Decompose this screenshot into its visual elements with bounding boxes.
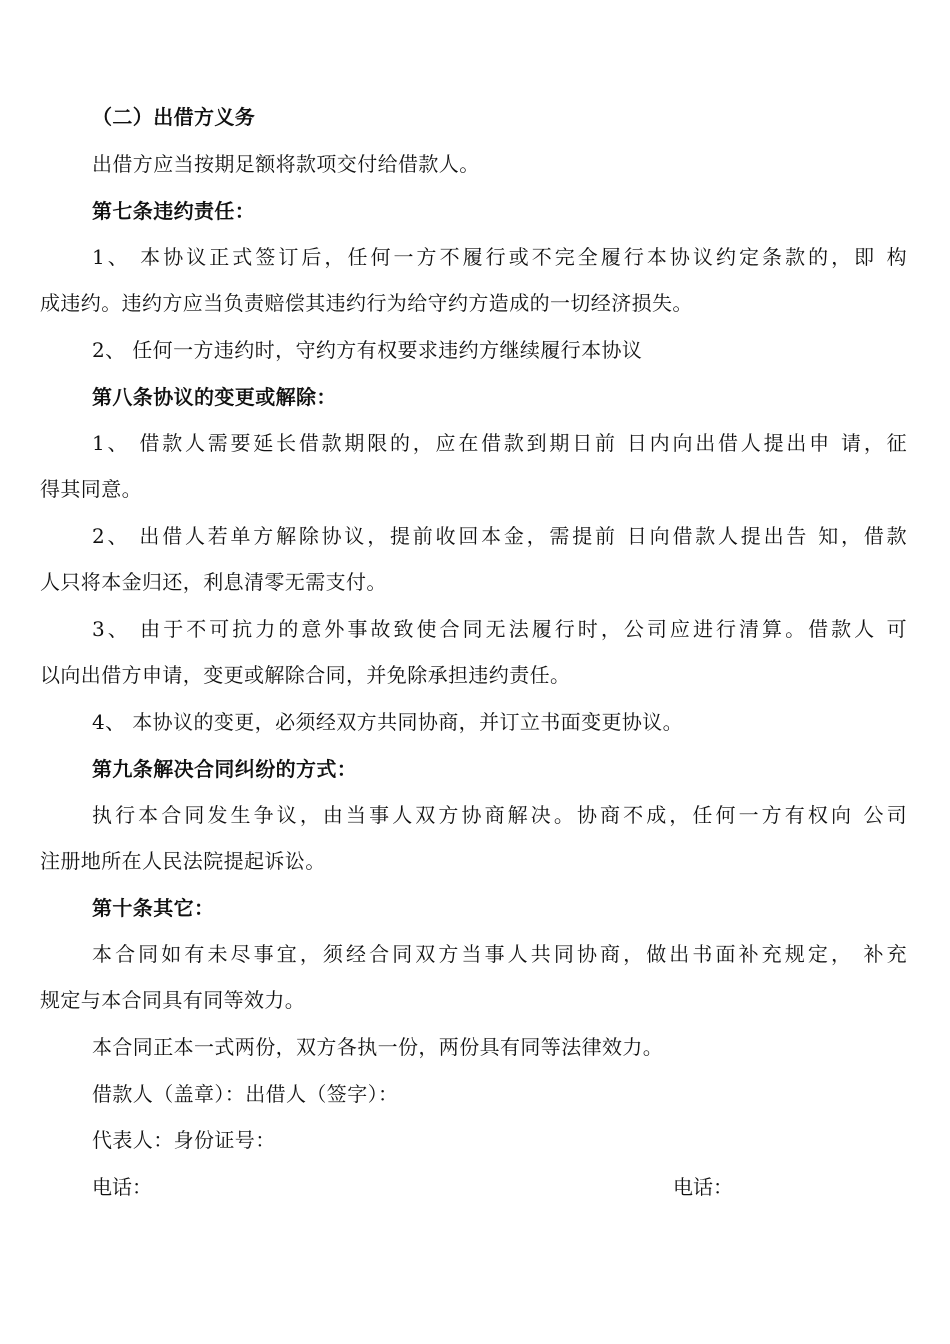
- article9-text-line2: 注册地所在人民法院提起诉讼。: [40, 849, 326, 873]
- signature-representative-line: 代表人：身份证号：: [92, 1128, 276, 1152]
- article8-item1-line1: 1、 借款人需要延长借款期限的，应在借款到期日前 日内向出借人提出申 请，征: [92, 431, 907, 455]
- signature-phone-left: 电话：: [92, 1175, 152, 1199]
- article10-text2: 本合同正本一式两份，双方各执一份，两份具有同等法律效力。: [92, 1035, 664, 1059]
- signature-phone-right: 电话：: [673, 1175, 733, 1199]
- article8-item2-line1: 2、 出借人若单方解除协议，提前收回本金，需提前 日向借款人提出告 知，借款: [92, 524, 907, 548]
- article7-item2: 2、 任何一方违约时，守约方有权要求违约方继续履行本协议: [92, 338, 643, 362]
- article8-heading: 第八条协议的变更或解除：: [92, 385, 337, 409]
- lender-obligations-text: 出借方应当按期足额将款项交付给借款人。: [92, 152, 480, 176]
- article7-item1-line1: 1、 本协议正式签订后，任何一方不履行或不完全履行本协议约定条款的，即 构: [92, 245, 907, 269]
- article7-item1-line2: 成违约。违约方应当负责赔偿其违约行为给守约方造成的一切经济损失。: [40, 291, 693, 315]
- article10-text1-line1: 本合同如有未尽事宜，须经合同双方当事人共同协商，做出书面补充规定， 补充: [92, 942, 907, 966]
- article8-item3-line2: 以向出借方申请，变更或解除合同，并免除承担违约责任。: [40, 663, 571, 687]
- article8-item2-line2: 人只将本金归还，利息清零无需支付。: [40, 570, 387, 594]
- article8-item4: 4、 本协议的变更，必须经双方共同协商，并订立书面变更协议。: [92, 710, 684, 734]
- article8-item1-line2: 得其同意。: [40, 477, 142, 501]
- article8-item3-line1: 3、 由于不可抗力的意外事故致使合同无法履行时，公司应进行清算。借款人 可: [92, 617, 907, 641]
- signature-parties-line: 借款人（盖章）：出借人（签字）：: [92, 1082, 399, 1106]
- article10-heading: 第十条其它：: [92, 896, 215, 920]
- article9-heading: 第九条解决合同纠纷的方式：: [92, 757, 358, 781]
- lender-obligations-heading: （二）出借方义务: [92, 105, 256, 129]
- article9-text-line1: 执行本合同发生争议，由当事人双方协商解决。协商不成，任何一方有权向 公司: [92, 803, 907, 827]
- article7-heading: 第七条违约责任：: [92, 199, 256, 223]
- article10-text1-line2: 规定与本合同具有同等效力。: [40, 988, 306, 1012]
